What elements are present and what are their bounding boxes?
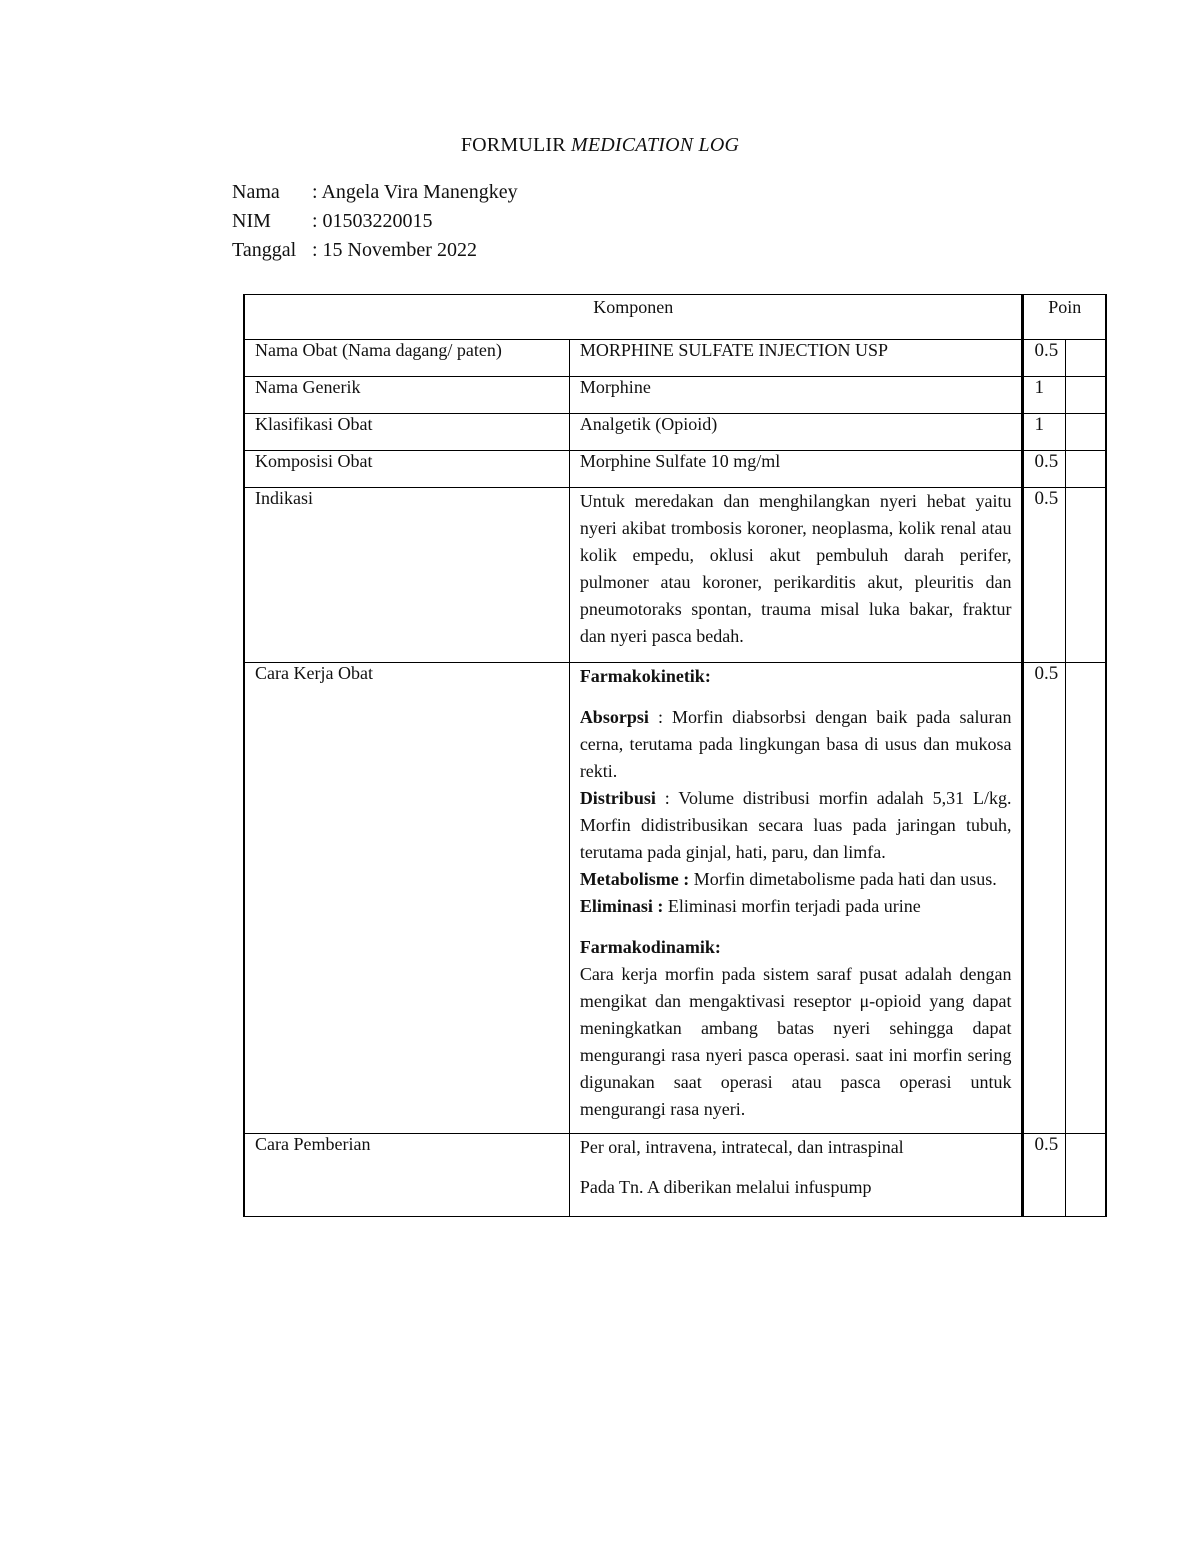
table-row <box>244 451 1106 488</box>
student-info <box>232 178 518 265</box>
absorpsi-text: : Morfin diabsorbsi dengan baik pada saluran cerna, terutama pada lingkungan basa di usus dan mukosa rekti. <box>579 707 1012 781</box>
row-poin: 1 <box>1023 377 1065 414</box>
row-value: Morphine <box>569 377 1023 414</box>
meta-label: NIM <box>232 210 271 232</box>
meta-row-nim <box>232 207 518 236</box>
table-row <box>244 663 1106 1134</box>
row-poin: 0.5 <box>1023 1134 1065 1217</box>
meta-row-nama <box>232 178 518 207</box>
row-label: Nama Obat (Nama dagang/ paten) <box>244 340 569 377</box>
farmakokinetik-heading: Farmakokinetik: <box>579 666 711 686</box>
row-extra <box>1065 340 1106 377</box>
title-italic: MEDICATION LOG <box>570 134 740 156</box>
row-label: Cara Kerja Obat <box>244 663 569 1134</box>
row-value: Untuk meredakan dan menghilangkan nyeri hebat yaitu nyeri akibat trombosis koroner, neoplasma, kolik renal atau kolik empedu, oklusi akut pembuluh darah perifer, pulmoner atau koroner, perikarditis akut, pleuritis dan pneumotoraks spontan, trauma misal luka bakar, fraktur dan nyeri pasca bedah. <box>569 488 1023 663</box>
row-value <box>569 663 1023 1134</box>
eliminasi-label: Eliminasi : <box>579 896 664 916</box>
row-label: Cara Pemberian <box>244 1134 569 1217</box>
row-extra <box>1065 414 1106 451</box>
eliminasi-text: Eliminasi morfin terjadi pada urine <box>663 896 921 916</box>
table-row <box>244 340 1106 377</box>
farmakodinamik-heading: Farmakodinamik: <box>579 937 721 957</box>
row-extra <box>1065 451 1106 488</box>
document-title <box>0 134 1200 157</box>
row-label: Klasifikasi Obat <box>244 414 569 451</box>
table-header-row <box>244 295 1106 340</box>
row-label: Indikasi <box>244 488 569 663</box>
row-poin: 1 <box>1023 414 1065 451</box>
table-row <box>244 488 1106 663</box>
row-poin: 0.5 <box>1023 451 1065 488</box>
row-extra <box>1065 488 1106 663</box>
meta-label: Nama <box>232 181 280 203</box>
row-label: Komposisi Obat <box>244 451 569 488</box>
eliminasi-paragraph <box>580 893 1012 920</box>
pemberian-line-2: Pada Tn. A diberikan melalui infuspump <box>579 1177 872 1197</box>
row-value: MORPHINE SULFATE INJECTION USP <box>569 340 1023 377</box>
metabolisme-label: Metabolisme : <box>579 869 690 889</box>
meta-value: : 01503220015 <box>312 210 433 232</box>
row-value: Morphine Sulfate 10 mg/ml <box>569 451 1023 488</box>
metabolisme-text: Morfin dimetabolisme pada hati dan usus. <box>689 869 997 889</box>
row-extra <box>1065 377 1106 414</box>
header-poin: Poin <box>1023 295 1106 340</box>
row-poin: 0.5 <box>1023 340 1065 377</box>
row-value: Analgetik (Opioid) <box>569 414 1023 451</box>
table-row <box>244 377 1106 414</box>
row-label: Nama Generik <box>244 377 569 414</box>
row-extra <box>1065 663 1106 1134</box>
row-poin: 0.5 <box>1023 663 1065 1134</box>
row-poin: 0.5 <box>1023 488 1065 663</box>
meta-row-tanggal <box>232 236 518 265</box>
distribusi-text: : Volume distribusi morfin adalah 5,31 L/kg. Morfin didistribusikan secara luas pada jaringan tubuh, terutama pada ginjal, hati, paru, dan limfa. <box>579 788 1012 862</box>
table-row <box>244 414 1106 451</box>
meta-label: Tanggal <box>232 239 297 261</box>
table-row <box>244 1134 1106 1217</box>
absorpsi-label: Absorpsi <box>579 707 649 727</box>
medication-log-table <box>243 294 1107 1217</box>
farmakodinamik-text: Cara kerja morfin pada sistem saraf pusat adalah dengan mengikat dan mengaktivasi reseptor μ-opioid yang dapat meningkatkan ambang batas nyeri sehingga dapat mengurangi rasa nyeri pasca operasi. saat ini morfin sering digunakan saat operasi atau pasca operasi untuk mengurangi rasa nyeri. <box>579 964 1012 1119</box>
absorpsi-paragraph <box>580 704 1012 785</box>
pemberian-line-1: Per oral, intravena, intratecal, dan intraspinal <box>579 1137 904 1157</box>
distribusi-label: Distribusi <box>579 788 656 808</box>
header-komponen: Komponen <box>244 295 1023 340</box>
title-main: FORMULIR <box>460 134 566 156</box>
row-extra <box>1065 1134 1106 1217</box>
distribusi-paragraph <box>580 785 1012 866</box>
metabolisme-paragraph <box>580 866 1012 893</box>
row-value <box>569 1134 1023 1217</box>
meta-value: : 15 November 2022 <box>312 239 477 261</box>
meta-value: : Angela Vira Manengkey <box>312 181 518 203</box>
